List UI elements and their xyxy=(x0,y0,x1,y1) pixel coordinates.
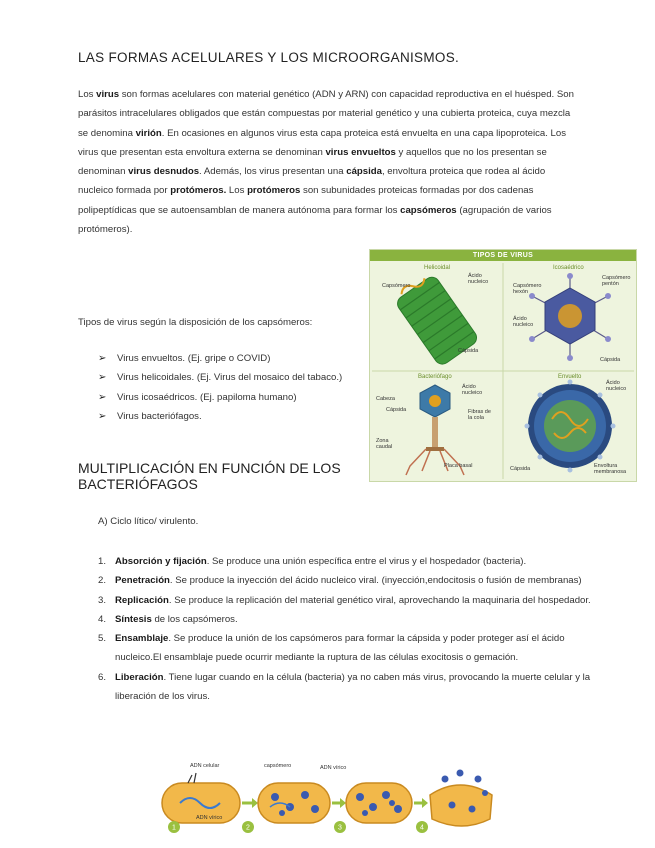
fig-label-capsomero-penton: Capsómero pentón xyxy=(602,275,631,287)
step-number-3: 3 xyxy=(338,824,342,832)
list-item: ➢ Virus icosaédricos. (Ej. papiloma humano) xyxy=(98,388,348,407)
bacterium-step-2 xyxy=(258,783,330,823)
fig-label-capsida-3: Cápsida xyxy=(386,407,407,413)
section-subtitle: MULTIPLICACIÓN EN FUNCIÓN DE LOS BACTERIÓFAGOS xyxy=(78,460,341,492)
page-title: LAS FORMAS ACELULARES Y LOS MICROORGANISMOS. xyxy=(78,50,460,65)
diagram-label-adn-celular: ADN celular xyxy=(190,763,220,769)
fig-label-helicoidal: Helicoidal xyxy=(424,265,451,271)
fig-label-zona-caudal: Zona caudal xyxy=(376,438,393,450)
figure-title: TIPOS DE VIRUS xyxy=(472,252,534,259)
list-item: ➢ Virus helicoidales. (Ej. Virus del mosaico del tabaco.) xyxy=(98,368,348,387)
fig-label-acido-nucleico-3: Ácido nucleico xyxy=(462,384,483,396)
arrow-bullet-icon: ➢ xyxy=(98,372,107,384)
fig-label-capsida-4: Cápsida xyxy=(510,466,531,472)
fig-label-placa-basal: Placa basal xyxy=(444,463,473,469)
term-protomeros: protómeros. xyxy=(170,185,227,197)
bacterium-step-4 xyxy=(430,770,492,827)
fig-label-envoltura: Envoltura membranosa xyxy=(594,463,627,475)
fig-label-icosaedrico: Icosaédrico xyxy=(553,265,584,271)
tipos-intro: Tipos de virus según la disposición de los capsómeros: xyxy=(78,317,313,328)
lytic-cycle-diagram xyxy=(160,765,495,835)
ciclo-heading: A) Ciclo lítico/ virulento. xyxy=(98,516,199,527)
fig-label-capsomero: Capsómero xyxy=(382,283,411,289)
list-item: ➢ Virus bacteriófagos. xyxy=(98,407,348,426)
fig-label-envuelto: Envuelto xyxy=(558,374,582,380)
fig-label-capsomero-hexon: Capsómero hexón xyxy=(513,283,542,295)
diagram-label-adn-virico-top: ADN vírico xyxy=(320,765,347,771)
virus-types-figure xyxy=(369,249,637,482)
fig-label-cabeza: Cabeza xyxy=(376,396,395,402)
intro-paragraph: Los virus son formas acelulares con material genético (ADN y ARN) con capacidad reproductiva en el huésped. Son parásitos intracelulares obligados que están compuestas por material genético y una cubierta proteica, cuya mezcla se denomina virión. En ocasiones en algunos virus esta capa proteica está envuelta en una capa lipoproteica. Los virus que presentan esta envoltura externa se denominan virus envueltos y aquellos que no los presentan se denominan virus desnudos. Además, los virus presentan una cápsida, envoltura proteica que rodea al ácido nucleico formada por protómeros. Los protómeros son subunidades proteicas formadas por dos cadenas polipeptídicas que se autoensamblan de manera autónoma para formar los capsómeros (agrupación de varios protómeros). xyxy=(78,89,574,236)
step-number-1: 1 xyxy=(172,824,176,832)
step-number-4: 4 xyxy=(420,824,424,832)
term-virus: virus xyxy=(96,89,120,100)
list-item: ➢ Virus envueltos. (Ej. gripe o COVID) xyxy=(98,349,348,368)
lytic-cycle-illustration xyxy=(160,765,495,835)
diagram-label-capsomero: capsómero xyxy=(264,763,292,769)
fig-label-acido-nucleico-4: Ácido nucleico xyxy=(606,380,627,392)
term-capsomeros: capsómeros xyxy=(400,204,457,216)
fig-label-acido-nucleico: Ácido nucleico xyxy=(468,273,489,285)
fig-label-fibras-cola: Fibras de la cola xyxy=(468,409,491,421)
steps-list xyxy=(98,552,608,706)
step-number-2: 2 xyxy=(246,824,250,832)
fig-label-acido-nucleico-2: Ácido nucleico xyxy=(513,316,534,328)
term-virus-desnudos: virus desnudos xyxy=(128,166,200,178)
list-item: 5. Ensamblaje. Se produce la unión de los capsómeros para formar la cápsida y poder proteger así el ácido nucleico.El ensamblaje puede ocurrir mediante la ruptura de las células exocitosis o gemación. xyxy=(98,633,565,664)
fig-label-capsida-2: Cápsida xyxy=(600,357,621,363)
term-protomeros-2: protómeros xyxy=(247,185,301,197)
term-virion: virión xyxy=(135,127,162,139)
tipos-list xyxy=(98,349,348,426)
list-item: 6. Liberación. Tiene lugar cuando en la célula (bacteria) ya no caben más virus, provocando la muerte celular y la liberación de los virus. xyxy=(98,671,591,703)
arrow-bullet-icon: ➢ xyxy=(98,410,107,422)
term-capsida: cápsida xyxy=(346,166,382,178)
enveloped-virus-icon xyxy=(525,380,616,473)
bacterium-step-3 xyxy=(346,783,412,823)
fig-label-capsida: Cápsida xyxy=(458,348,479,354)
diagram-label-adn-virico-bottom: ADN vírico xyxy=(196,815,223,821)
arrow-bullet-icon: ➢ xyxy=(98,391,107,403)
term-virus-envueltos: virus envueltos xyxy=(325,146,396,158)
list-item: 3. Replicación. Se produce la replicación del material genético viral, aprovechando la maquinaria del hospedador. xyxy=(98,594,591,606)
bacteriophage-icon xyxy=(406,385,464,475)
fig-label-bacteriofago: Bacteriófago xyxy=(418,374,452,380)
arrow-bullet-icon: ➢ xyxy=(98,353,107,364)
virus-illustrations xyxy=(370,261,636,481)
list-item: 2. Penetración. Se produce la inyección del ácido nucleico viral. (inyección,endocitosis o fusión de membranas) xyxy=(98,575,582,587)
list-item: 4. Síntesis de los capsómeros. xyxy=(98,613,238,625)
list-item: 1. Absorción y fijación. Se produce una unión específica entre el virus y el hospedador (bacteria). xyxy=(98,556,527,567)
